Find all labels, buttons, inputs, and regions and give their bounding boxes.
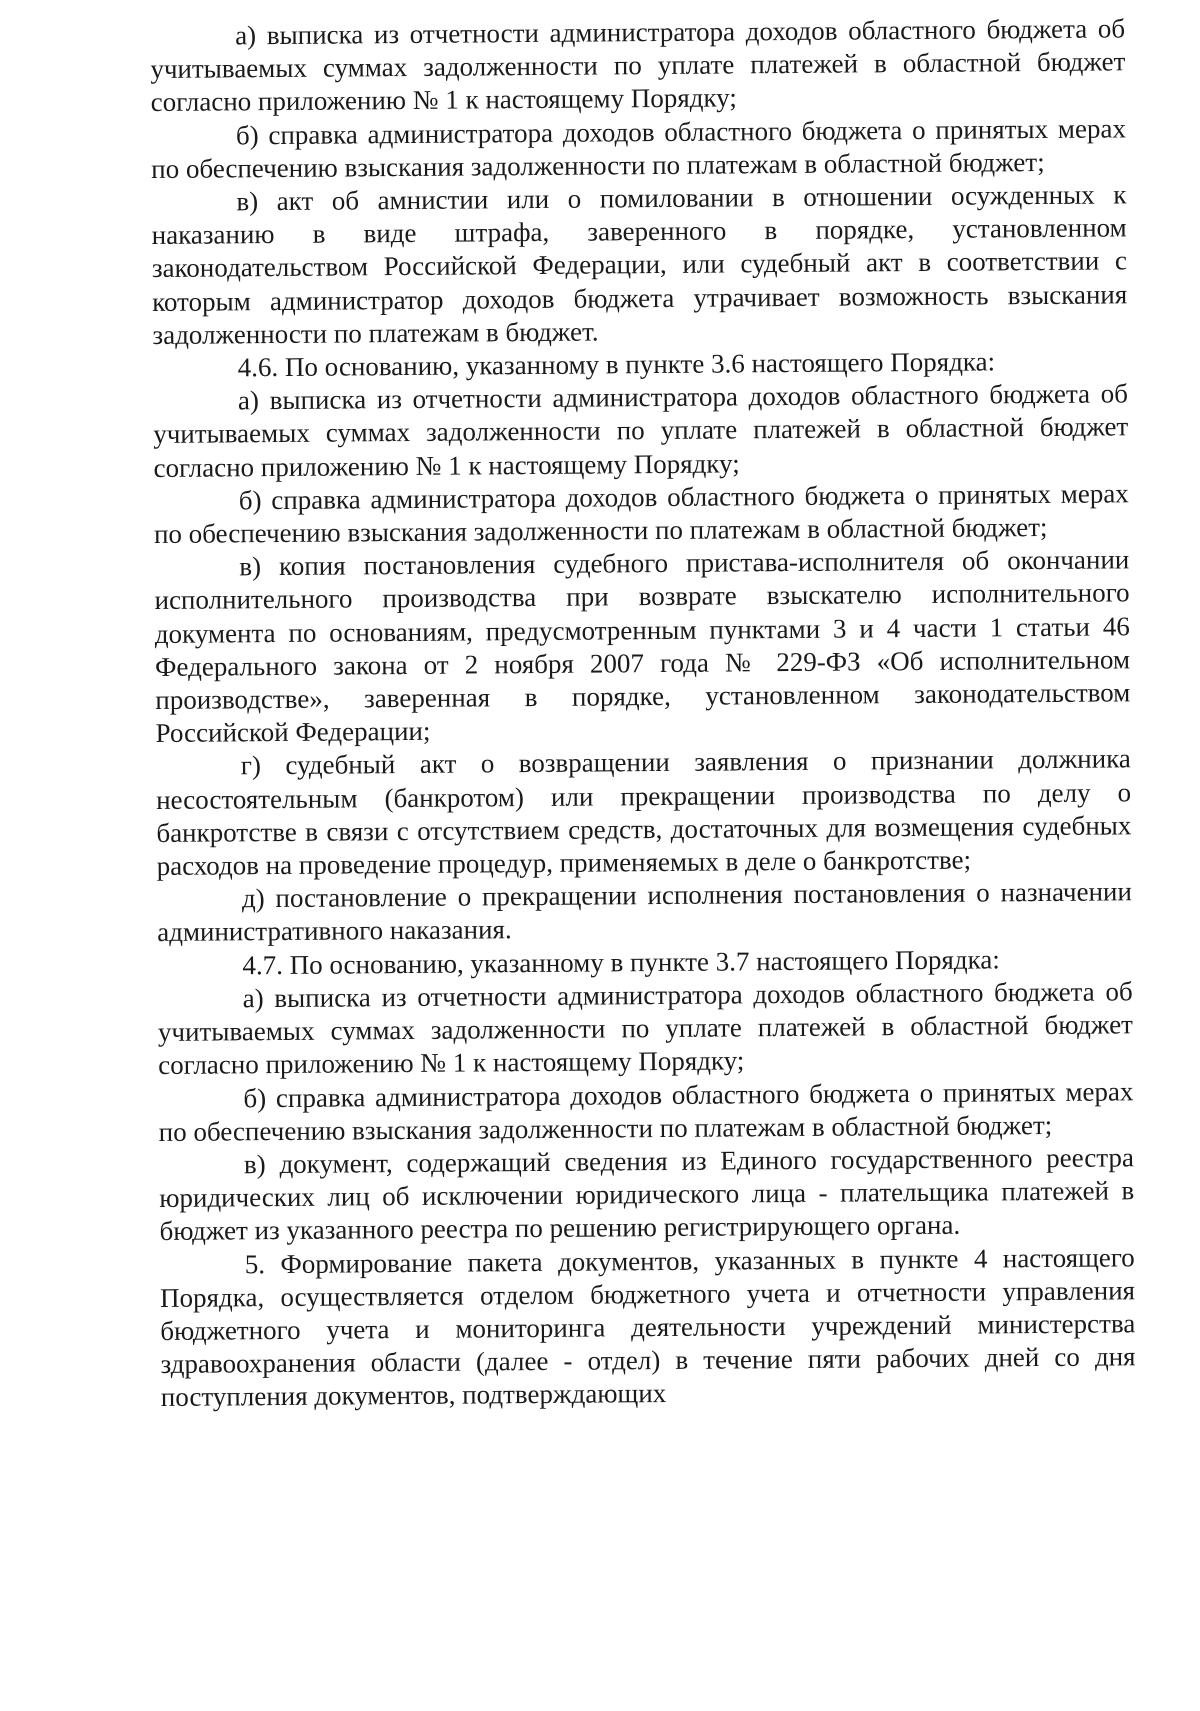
paragraph-g-2: г) судебный акт о возвращении заявления о признании должника несостоятельным (банкротом) или прекращении производства по делу о банкротстве в связи с отсутствием средств, достаточных для возмещения судебных расходов на проведение процедур, применяемых в деле о банкротстве; — [156, 743, 1132, 882]
paragraph-b-2: б) справка администратора доходов областного бюджета о принятых мерах по обеспечению взыскания задолженности по платежам в областной бюджет; — [153, 478, 1129, 550]
paragraph-v-2: в) копия постановления судебного пристава-исполнителя об окончании исполнительного производства при возврате взыскателю исполнительного документа по основаниям, предусмотренным пунктами 3 и 4 части 1 статьи 46 Федерального закона от 2 ноября 2007 года № 229-ФЗ «Об исполнительном производстве», заверенная в порядке, установленном законодательством Российской Федерации; — [154, 544, 1131, 749]
paragraph-d-2: д) постановление о прекращении исполнения постановления о назначении административного наказания. — [157, 876, 1132, 948]
paragraph-a-1: а) выписка из отчетности администратора доходов областного бюджета об учитываемых суммах задолженности по уплате платежей в областной бюджет согласно приложению № 1 к настоящему Порядку; — [150, 13, 1126, 118]
paragraph-a-2: а) выписка из отчетности администратора доходов областного бюджета об учитываемых суммах задолженности по уплате платежей в областной бюджет согласно приложению № 1 к настоящему Порядку; — [153, 378, 1129, 483]
paragraph-b-1: б) справка администратора доходов областного бюджета о принятых мерах по обеспечению взыскания задолженности по платежам в областной бюджет; — [151, 112, 1126, 184]
clause-5-paragraph: 5. Формирование пакета документов, указанных в пункте 4 настоящего Порядка, осуществляется отделом бюджетного учета и отчетности управления бюджетного учета и мониторинга деятельности учреждений министерства здравоохранения области (далее - отдел) в течение пяти рабочих дней со дня поступления документов, подтверждающих — [159, 1241, 1136, 1413]
paragraph-a-3: а) выписка из отчетности администратора доходов областного бюджета об учитываемых суммах задолженности по уплате платежей в областной бюджет согласно приложению № 1 к настоящему Порядку; — [157, 976, 1134, 1081]
paragraph-v-3: в) документ, содержащий сведения из Единого государственного реестра юридических лиц об исключении юридического лица - плательщика платежей в бюджет из указанного реестра по решению регистрирующего органа. — [159, 1142, 1135, 1247]
paragraph-v-1: в) акт об амнистии или о помиловании в отношении осужденных к наказанию в виде штрафа, заверенного в порядке, установленном законодательством Российской Федерации, или судебный акт в соответствии с которым администратор доходов бюджета утрачивает возможность взыскания задолженности по платежам в бюджет. — [151, 179, 1128, 350]
paragraph-b-3: б) справка администратора доходов областного бюджета о принятых мерах по обеспечению взыскания задолженности по платежам в областной бюджет; — [158, 1075, 1134, 1147]
document-page — [150, 12, 1136, 1414]
clause-4-6-heading: 4.6. По основанию, указанному в пункте 3.6 настоящего Порядка: — [237, 346, 996, 383]
clause-4-7-heading: 4.7. По основанию, указанному в пункте 3.7 настоящего Порядка: — [242, 944, 1000, 980]
